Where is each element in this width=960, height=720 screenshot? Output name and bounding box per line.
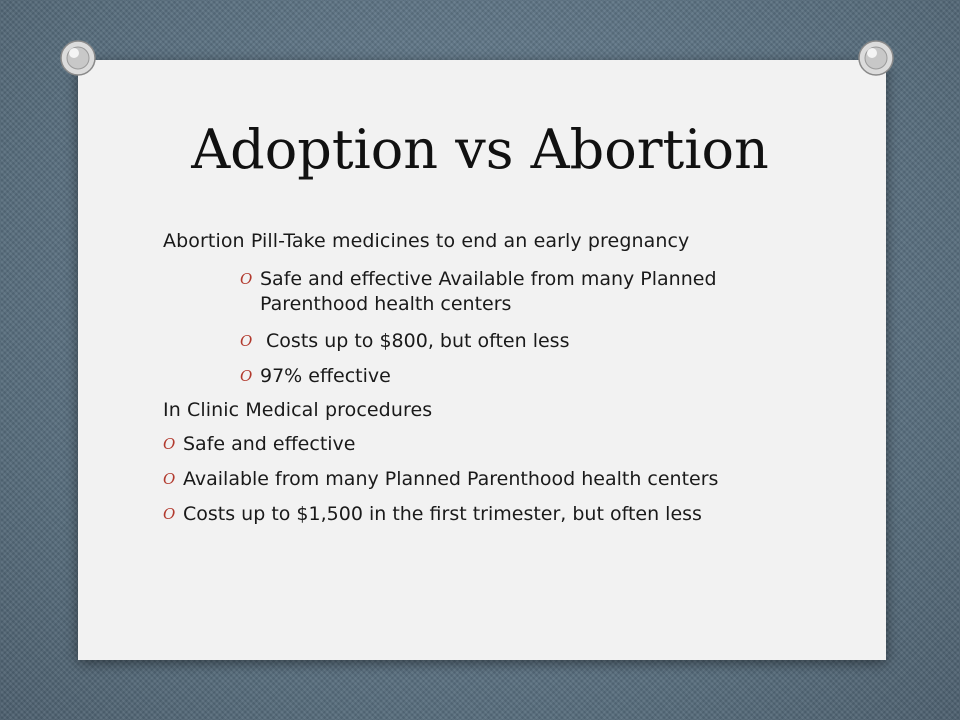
list-item (163, 502, 803, 527)
bullet-icon: O (240, 270, 253, 288)
list-item (163, 467, 803, 492)
list-item (240, 329, 780, 354)
list-item (240, 267, 780, 317)
bullet-text: Available from many Planned Parenthood health centers (183, 468, 719, 490)
bullet-text: Costs up to $800, but often less (260, 330, 570, 352)
list-item (240, 364, 780, 389)
bullet-text: 97% effective (260, 365, 391, 387)
slide-title: Adoption vs Abortion (191, 118, 769, 181)
bullet-icon: O (163, 505, 176, 523)
bullet-text: Costs up to $1,500 in the first trimester, but often less (183, 503, 702, 525)
bullet-text: Safe and effective (183, 433, 356, 455)
bullet-icon: O (240, 367, 253, 385)
bullet-icon: O (163, 470, 176, 488)
list-item (163, 432, 803, 457)
bullet-text: Safe and effective Available from many Planned Parenthood health centers (260, 268, 717, 315)
bullet-icon: O (163, 435, 176, 453)
bullet-icon: O (240, 332, 253, 350)
section-heading: Abortion Pill-Take medicines to end an early pregnancy (163, 230, 690, 252)
section-heading: In Clinic Medical procedures (163, 399, 433, 421)
